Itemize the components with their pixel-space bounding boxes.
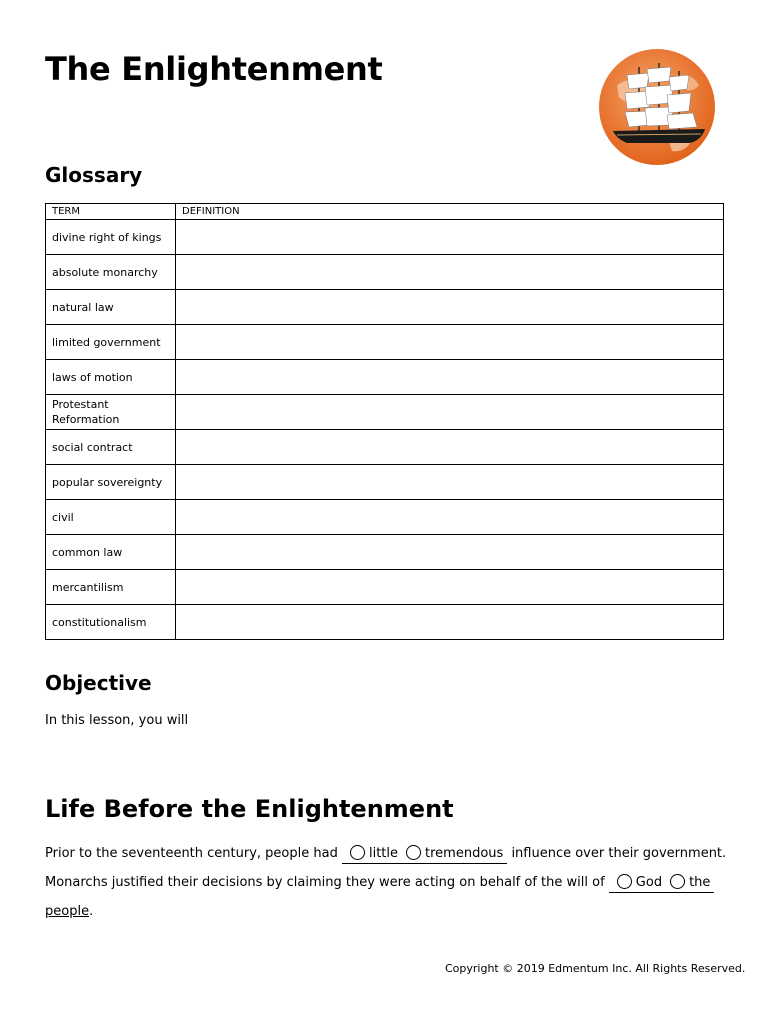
table-row xyxy=(46,395,724,430)
term-cell: social contract xyxy=(46,430,176,465)
copyright-notice: Copyright © 2019 Edmentum Inc. All Rights Reserved. xyxy=(445,962,746,975)
question-line-2 xyxy=(45,868,735,897)
section-heading: Life Before the Enlightenment xyxy=(45,795,454,823)
radio-tremendous[interactable] xyxy=(406,845,421,860)
definition-cell[interactable] xyxy=(176,360,724,395)
definition-cell[interactable] xyxy=(176,535,724,570)
definition-cell[interactable] xyxy=(176,325,724,360)
definition-cell[interactable] xyxy=(176,465,724,500)
term-cell: Protestant Reformation xyxy=(46,395,176,430)
table-row xyxy=(46,325,724,360)
option-the-people-label: the xyxy=(689,875,711,890)
objective-text: In this lesson, you will xyxy=(45,713,189,728)
line2-prefix: Monarchs justified their decisions by claiming they were acting on behalf of the will of xyxy=(45,875,605,890)
option-god-label: God xyxy=(635,875,663,890)
table-row xyxy=(46,570,724,605)
page-title: The Enlightenment xyxy=(45,50,383,88)
definition-column-header: DEFINITION xyxy=(176,204,724,220)
term-cell: mercantilism xyxy=(46,570,176,605)
definition-cell[interactable] xyxy=(176,430,724,465)
definition-cell[interactable] xyxy=(176,395,724,430)
term-cell: civil xyxy=(46,500,176,535)
question-line-3 xyxy=(45,897,735,926)
table-row xyxy=(46,220,724,255)
option-little-label: little xyxy=(368,846,399,861)
table-row xyxy=(46,290,724,325)
term-cell: constitutionalism xyxy=(46,605,176,640)
term-cell: natural law xyxy=(46,290,176,325)
option-tremendous-label: tremendous xyxy=(425,846,504,861)
globe-ship-logo xyxy=(597,45,717,169)
table-row xyxy=(46,465,724,500)
table-row xyxy=(46,605,724,640)
line1-suffix: influence over their government. xyxy=(511,846,727,861)
definition-cell[interactable] xyxy=(176,500,724,535)
objective-heading: Objective xyxy=(45,671,152,695)
definition-cell[interactable] xyxy=(176,605,724,640)
question1-answer-blank xyxy=(342,845,507,864)
glossary-table xyxy=(45,203,724,640)
question2-answer-blank xyxy=(609,874,715,893)
definition-cell[interactable] xyxy=(176,290,724,325)
glossary-header-row xyxy=(46,204,724,220)
table-row xyxy=(46,255,724,290)
term-cell: laws of motion xyxy=(46,360,176,395)
term-cell: limited government xyxy=(46,325,176,360)
table-row xyxy=(46,430,724,465)
table-row xyxy=(46,500,724,535)
definition-cell[interactable] xyxy=(176,220,724,255)
line3-suffix: . xyxy=(89,904,94,919)
term-cell: absolute monarchy xyxy=(46,255,176,290)
radio-little[interactable] xyxy=(350,845,365,860)
glossary-heading: Glossary xyxy=(45,163,143,187)
term-cell: popular sovereignty xyxy=(46,465,176,500)
radio-god[interactable] xyxy=(617,874,632,889)
question-line-1 xyxy=(45,839,735,868)
line1-prefix: Prior to the seventeenth century, people had xyxy=(45,846,338,861)
term-cell: common law xyxy=(46,535,176,570)
term-column-header: TERM xyxy=(46,204,176,220)
term-cell: divine right of kings xyxy=(46,220,176,255)
table-row xyxy=(46,535,724,570)
definition-cell[interactable] xyxy=(176,255,724,290)
radio-the-people[interactable] xyxy=(670,874,685,889)
definition-cell[interactable] xyxy=(176,570,724,605)
table-row xyxy=(46,360,724,395)
option-the-people-continuation: people xyxy=(45,904,90,919)
